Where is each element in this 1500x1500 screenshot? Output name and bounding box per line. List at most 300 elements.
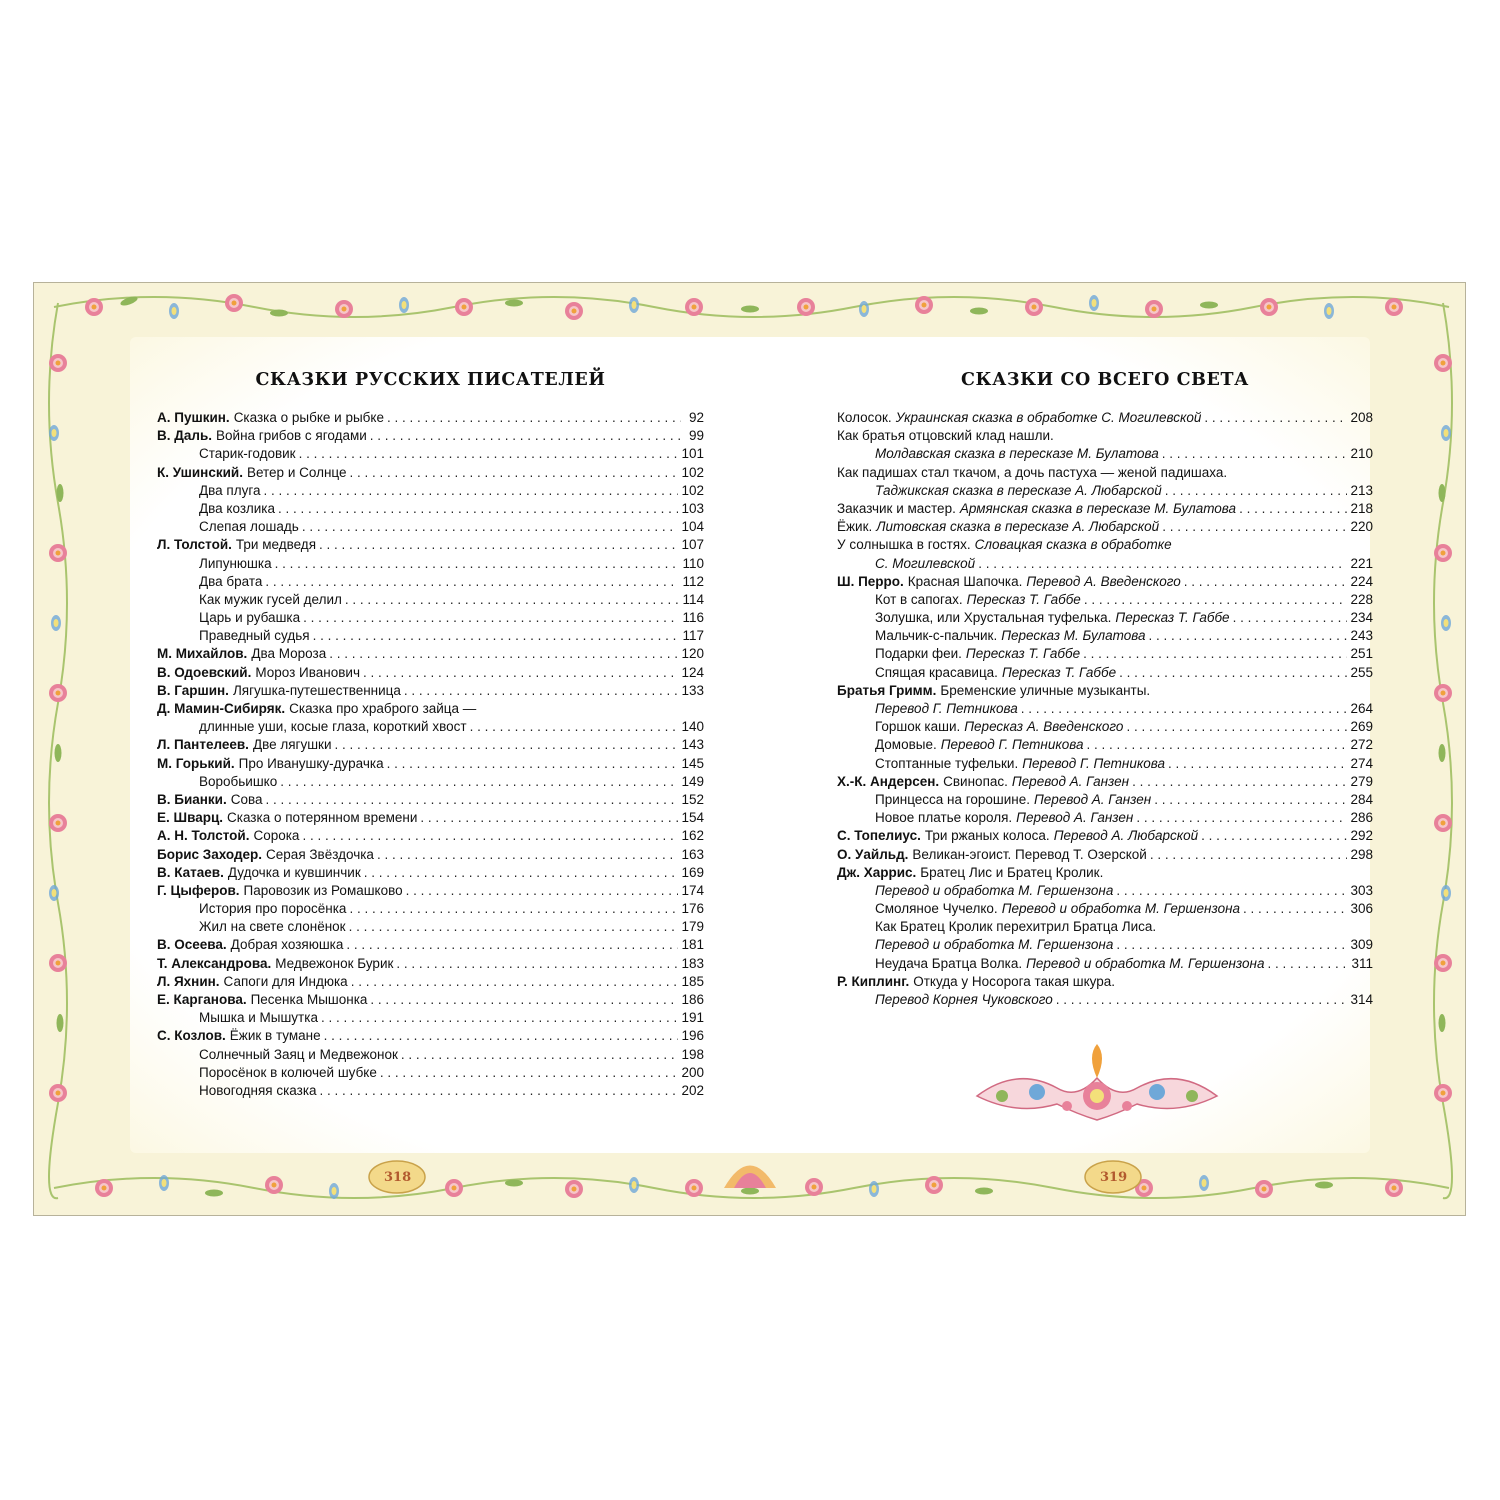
- toc-page-number: 120: [681, 646, 704, 662]
- toc-title: Как братья отцовский клад нашли.: [837, 428, 1054, 444]
- toc-author: Д. Мамин-Сибиряк.: [157, 701, 286, 716]
- toc-author: В. Осеева.: [157, 937, 227, 953]
- toc-author: В. Бианки.: [157, 791, 227, 807]
- toc-page-number: 133: [681, 682, 704, 698]
- dot-leader: [364, 864, 679, 882]
- toc-page-number: 149: [681, 773, 704, 789]
- toc-translation-note: Перевод А. Ганзен: [1034, 791, 1152, 807]
- dot-leader: [1150, 846, 1348, 864]
- toc-title: длинные уши, косые глаза, короткий хвост: [199, 719, 467, 735]
- toc-page-number: 99: [688, 428, 704, 444]
- toc-translation-note: Пересказ М. Булатова: [1001, 628, 1146, 644]
- dot-leader: [1136, 809, 1347, 827]
- dot-leader: [319, 536, 678, 554]
- toc-title: Домовые.: [875, 737, 937, 753]
- dot-leader: [1267, 955, 1348, 973]
- toc-page-number: 154: [681, 810, 704, 826]
- dot-leader: [470, 718, 679, 736]
- toc-page-number: 176: [681, 901, 704, 917]
- toc-entry: [837, 918, 1373, 936]
- toc-title: Сказка про храброго зайца —: [289, 701, 477, 716]
- toc-entry: [157, 700, 704, 718]
- toc-page-number: 292: [1350, 828, 1373, 844]
- toc-title: Горшок каши.: [875, 719, 961, 735]
- toc-title: Подарки феи.: [875, 646, 962, 662]
- toc-translation-note: Словацкая сказка в обработке: [974, 537, 1172, 553]
- dot-leader: [346, 936, 678, 954]
- toc-page-number: 163: [681, 846, 704, 862]
- dot-leader: [1184, 573, 1348, 591]
- toc-translation-note: Украинская сказка в обработке С. Могилевской: [895, 410, 1202, 425]
- right-toc-list: [837, 409, 1373, 1009]
- toc-title: Золушка, или Хрустальная туфелька.: [875, 610, 1112, 626]
- toc-entry: [157, 936, 704, 954]
- toc-translation-note: Пересказ Т. Габбе: [965, 646, 1081, 662]
- left-page: [157, 369, 704, 1100]
- toc-title: Добрая хозяюшка: [230, 937, 344, 953]
- toc-entry: [837, 536, 1373, 554]
- toc-entry: [157, 591, 704, 609]
- toc-title: Ветер и Солнце: [246, 464, 347, 480]
- toc-translation-note: С. Могилевской: [875, 555, 976, 571]
- toc-entry: [157, 846, 704, 864]
- toc-page-number: 314: [1350, 992, 1373, 1007]
- toc-page-number: 210: [1350, 446, 1373, 462]
- dot-leader: [299, 445, 679, 463]
- toc-page-number: 306: [1350, 901, 1373, 917]
- toc-page-number: 198: [681, 1046, 704, 1062]
- toc-page-number: 269: [1350, 719, 1373, 735]
- toc-page-number: 286: [1350, 810, 1373, 826]
- toc-entry: [837, 664, 1373, 682]
- toc-entry: [837, 573, 1373, 591]
- toc-translation-note: Перевод и обработка М. Гершензона: [1026, 955, 1265, 971]
- toc-entry: [837, 827, 1373, 845]
- toc-page-number: 183: [681, 955, 704, 971]
- toc-title: Новогодняя сказка: [199, 1082, 317, 1098]
- toc-entry: [157, 1064, 704, 1082]
- dot-leader: [1162, 518, 1347, 536]
- toc-title: У солнышка в гостях.: [837, 537, 971, 553]
- toc-translation-note: Пересказ Т. Габбе: [966, 591, 1081, 607]
- toc-page-number: 251: [1350, 646, 1373, 662]
- toc-author: Ш. Перро.: [837, 573, 904, 589]
- toc-translation-note: Перевод А. Ганзен: [1011, 773, 1130, 789]
- toc-title: Мальчик-с-пальчик.: [875, 628, 998, 644]
- toc-page-number: 218: [1350, 500, 1373, 516]
- toc-page-number: 202: [681, 1082, 704, 1098]
- toc-page-number: 107: [681, 537, 704, 553]
- toc-title: Как Братец Кролик перехитрил Братца Лиса.: [875, 919, 1157, 935]
- toc-title: Лягушка-путешественница: [232, 682, 401, 698]
- toc-title: Мышка и Мышутка: [199, 1010, 318, 1026]
- dot-leader: [266, 791, 679, 809]
- toc-page-number: 208: [1350, 410, 1373, 425]
- toc-title: Поросёнок в колючей шубке: [199, 1064, 377, 1080]
- dot-leader: [321, 1009, 679, 1027]
- toc-entry: [837, 682, 1373, 700]
- toc-title: Две лягушки: [252, 737, 332, 753]
- dot-leader: [280, 773, 678, 791]
- dot-leader: [363, 664, 678, 682]
- right-page-title: СКАЗКИ СО ВСЕГО СВЕТА: [961, 370, 1249, 390]
- dot-leader: [404, 682, 679, 700]
- dot-leader: [345, 591, 680, 609]
- toc-page-number: 272: [1350, 737, 1373, 753]
- toc-title: Колосок.: [837, 410, 892, 425]
- toc-translation-note: Пересказ Т. Габбе: [1115, 610, 1230, 626]
- dot-leader: [275, 555, 680, 573]
- toc-title: Солнечный Заяц и Медвежонок: [199, 1046, 398, 1062]
- toc-page-number: 179: [681, 919, 704, 935]
- toc-title: Как падишах стал ткачом, а дочь пастуха — женой падишаха.: [837, 464, 1228, 480]
- toc-title: Сова: [230, 791, 263, 807]
- toc-translation-note: Перевод Г. Петникова: [875, 701, 1018, 716]
- toc-author: Л. Пантелеев.: [157, 737, 249, 753]
- dot-leader: [377, 846, 679, 864]
- toc-title: Серая Звёздочка: [266, 846, 374, 862]
- toc-page-number: 274: [1350, 755, 1373, 771]
- toc-page-number: 255: [1350, 664, 1373, 680]
- toc-author: Л. Яхнин.: [157, 973, 220, 989]
- toc-title: Старик-годовик: [199, 446, 296, 462]
- toc-page-number: 103: [681, 500, 704, 516]
- toc-entry: [157, 536, 704, 554]
- toc-translation-note: Перевод и обработка М. Гершензона: [875, 882, 1114, 898]
- toc-page-number: 162: [681, 828, 704, 844]
- toc-entry: [157, 882, 704, 900]
- dot-leader: [1154, 791, 1347, 809]
- toc-title: Сапоги для Индюка: [223, 973, 348, 989]
- toc-author: Р. Киплинг.: [837, 973, 910, 989]
- toc-entry: [837, 900, 1373, 918]
- dot-leader: [1239, 500, 1347, 518]
- dot-leader: [349, 918, 679, 936]
- toc-title: Новое платье короля.: [875, 810, 1013, 826]
- toc-author: Е. Шварц.: [157, 810, 223, 826]
- dot-leader: [264, 482, 679, 500]
- toc-title: Два брата: [199, 573, 263, 589]
- dot-leader: [1084, 591, 1348, 609]
- toc-entry: [837, 464, 1373, 482]
- dot-leader: [1201, 827, 1347, 845]
- dot-leader: [351, 973, 679, 991]
- toc-title: Сказка о рыбке и рыбке: [233, 410, 384, 425]
- toc-title: Спящая красавица.: [875, 664, 998, 680]
- toc-translation-note: Пересказ А. Введенского: [964, 719, 1124, 735]
- toc-page-number: 102: [681, 482, 704, 498]
- toc-translation-note: Перевод Г. Петникова: [1022, 755, 1165, 771]
- toc-page-number: 191: [681, 1010, 704, 1026]
- toc-entry: [157, 573, 704, 591]
- dot-leader: [320, 1082, 679, 1100]
- toc-page-number: 116: [682, 610, 704, 626]
- toc-page-number: 110: [682, 555, 704, 571]
- toc-entry: [157, 809, 704, 827]
- toc-title: Воробьишко: [199, 773, 278, 789]
- toc-translation-note: Перевод А. Ганзен: [1016, 810, 1134, 826]
- toc-translation-note: Перевод Корнея Чуковского: [875, 992, 1053, 1007]
- toc-page-number: 92: [688, 410, 704, 425]
- toc-page-number: 186: [681, 992, 704, 1007]
- dot-leader: [329, 645, 678, 663]
- toc-title: Медвежонок Бурик: [275, 955, 394, 971]
- dot-leader: [387, 409, 681, 427]
- left-toc-list: [157, 409, 704, 1100]
- toc-translation-note: Перевод А. Введенского: [1026, 573, 1181, 589]
- dot-leader: [387, 755, 679, 773]
- toc-author: М. Горький.: [157, 755, 235, 771]
- dot-leader: [1083, 645, 1347, 663]
- toc-entry: [157, 1046, 704, 1064]
- toc-author: В. Одоевский.: [157, 664, 252, 680]
- toc-entry: [157, 555, 704, 573]
- toc-entry: [837, 736, 1373, 754]
- toc-author: Г. Цыферов.: [157, 882, 240, 898]
- toc-entry: [157, 918, 704, 936]
- toc-author: В. Катаев.: [157, 864, 224, 880]
- toc-author: К. Ушинский.: [157, 464, 243, 480]
- dot-leader: [1021, 700, 1348, 718]
- dot-leader: [1233, 609, 1348, 627]
- toc-title: Откуда у Носорога такая шкура.: [913, 973, 1116, 989]
- toc-author: О. Уайльд.: [837, 846, 909, 862]
- toc-title: История про поросёнка: [199, 901, 347, 917]
- toc-entry: [837, 645, 1373, 663]
- toc-page-number: 174: [681, 882, 704, 898]
- toc-entry: [157, 518, 704, 536]
- toc-page-number: 228: [1350, 591, 1373, 607]
- toc-entry: [837, 955, 1373, 973]
- dot-leader: [1126, 718, 1347, 736]
- toc-title: Про Иванушку-дурачка: [238, 755, 384, 771]
- toc-entry: [837, 718, 1373, 736]
- toc-author: В. Даль.: [157, 428, 213, 444]
- toc-page-number: 234: [1350, 610, 1373, 626]
- toc-page-number: 303: [1350, 882, 1373, 898]
- toc-author: Л. Толстой.: [157, 537, 232, 553]
- toc-translation-note: Литовская сказка в пересказе А. Любарской: [876, 519, 1160, 535]
- toc-entry: [157, 973, 704, 991]
- toc-author: А. Н. Толстой.: [157, 828, 250, 844]
- toc-entry: [837, 518, 1373, 536]
- toc-page-number: 112: [682, 573, 704, 589]
- toc-entry: [157, 791, 704, 809]
- toc-entry: [157, 955, 704, 973]
- dot-leader: [401, 1046, 679, 1064]
- toc-entry: [157, 1027, 704, 1045]
- toc-entry: [157, 736, 704, 754]
- dot-leader: [1204, 409, 1347, 427]
- toc-author: В. Гаршин.: [157, 682, 229, 698]
- dot-leader: [303, 609, 679, 627]
- toc-entry: [157, 718, 704, 736]
- toc-page-number: 196: [681, 1028, 704, 1044]
- toc-entry: [157, 464, 704, 482]
- toc-translation-note: Перевод и обработка М. Гершензона: [1001, 901, 1241, 917]
- left-page-title: СКАЗКИ РУССКИХ ПИСАТЕЛЕЙ: [255, 370, 606, 390]
- dot-leader: [406, 882, 679, 900]
- dot-leader: [302, 518, 679, 536]
- dot-leader: [1056, 991, 1348, 1009]
- dot-leader: [1168, 755, 1348, 773]
- toc-page-number: 309: [1350, 937, 1373, 953]
- toc-entry: [157, 645, 704, 663]
- toc-title: Мороз Иванович: [255, 664, 360, 680]
- toc-translation-note: Перевод Г. Петникова: [940, 737, 1084, 753]
- dot-leader: [278, 500, 678, 518]
- toc-title: Неудача Братца Волка.: [875, 955, 1023, 971]
- toc-page-number: 101: [681, 446, 704, 462]
- dot-leader: [324, 1027, 679, 1045]
- toc-title: Два Мороза: [251, 646, 327, 662]
- toc-page-number: 169: [681, 864, 704, 880]
- toc-page-number: 181: [681, 937, 704, 953]
- toc-author: Х.-К. Андерсен.: [837, 773, 940, 789]
- toc-title: Два козлика: [199, 500, 276, 516]
- toc-author: Дж. Харрис.: [837, 864, 917, 880]
- toc-title: Свинопас.: [943, 773, 1008, 789]
- toc-entry: [837, 882, 1373, 900]
- toc-title: Дудочка и кувшинчик: [227, 864, 361, 880]
- dot-leader: [380, 1064, 679, 1082]
- toc-entry: [837, 427, 1373, 445]
- left-page-number: 318: [384, 1170, 412, 1185]
- toc-title: Липунюшка: [199, 555, 272, 571]
- toc-title: Сказка о потерянном времени: [227, 810, 418, 826]
- toc-page-number: 140: [681, 719, 704, 735]
- toc-entry: [837, 791, 1373, 809]
- dot-leader: [1116, 882, 1347, 900]
- toc-author: Е. Карганова.: [157, 992, 247, 1007]
- toc-entry: [837, 809, 1373, 827]
- toc-page-number: 264: [1350, 701, 1373, 716]
- toc-author: Борис Заходер.: [157, 846, 263, 862]
- toc-translation-note: Пересказ Т. Габбе: [1001, 664, 1117, 680]
- toc-entry: [157, 1082, 704, 1100]
- dot-leader: [420, 809, 678, 827]
- dot-leader: [265, 573, 679, 591]
- book-spread: [33, 282, 1466, 1216]
- toc-entry: [157, 409, 704, 427]
- toc-entry: [157, 991, 704, 1009]
- toc-title: Принцесса на горошине.: [875, 791, 1031, 807]
- toc-page-number: 298: [1350, 846, 1373, 862]
- dot-leader: [1116, 936, 1347, 954]
- toc-title: Песенка Мышонка: [250, 992, 368, 1007]
- toc-entry: [157, 627, 704, 645]
- toc-title: Сорока: [253, 828, 300, 844]
- toc-author: С. Козлов.: [157, 1028, 226, 1044]
- toc-page-number: 102: [681, 464, 704, 480]
- toc-entry: [837, 755, 1373, 773]
- toc-page-number: 104: [681, 519, 704, 535]
- toc-entry: [837, 773, 1373, 791]
- toc-entry: [157, 900, 704, 918]
- toc-title: Слепая лошадь: [199, 519, 299, 535]
- toc-page-number: 200: [681, 1064, 704, 1080]
- toc-title: Два плуга: [199, 482, 261, 498]
- toc-page-number: 124: [681, 664, 704, 680]
- toc-entry: [837, 627, 1373, 645]
- toc-title: Кот в сапогах.: [875, 591, 963, 607]
- toc-page-number: 221: [1350, 555, 1373, 571]
- toc-entry: [157, 664, 704, 682]
- toc-entry: [837, 500, 1373, 518]
- toc-entry: [837, 700, 1373, 718]
- toc-entry: [157, 773, 704, 791]
- toc-entry: [157, 427, 704, 445]
- toc-entry: [157, 482, 704, 500]
- toc-page-number: 152: [681, 791, 704, 807]
- toc-entry: [837, 409, 1373, 427]
- toc-page-number: 243: [1350, 628, 1373, 644]
- dot-leader: [370, 427, 681, 445]
- toc-title: Стоптанные туфельки.: [875, 755, 1019, 771]
- toc-title: Война грибов с ягодами: [216, 428, 367, 444]
- dot-leader: [396, 955, 678, 973]
- toc-title: Как мужик гусей делил: [199, 591, 342, 607]
- toc-title: Три ржаных колоса.: [924, 828, 1050, 844]
- dot-leader: [1243, 900, 1347, 918]
- toc-page-number: 145: [681, 755, 704, 771]
- toc-entry: [837, 864, 1373, 882]
- toc-title: Смоляное Чучелко.: [875, 901, 998, 917]
- dot-leader: [1119, 664, 1347, 682]
- toc-entry: [157, 864, 704, 882]
- toc-page-number: 220: [1350, 519, 1373, 535]
- toc-page-number: 185: [681, 973, 704, 989]
- toc-author: А. Пушкин.: [157, 410, 230, 425]
- toc-title: Братец Лис и Братец Кролик.: [920, 864, 1104, 880]
- toc-entry: [157, 755, 704, 773]
- toc-entry: [837, 973, 1373, 991]
- toc-translation-note: Молдавская сказка в пересказе М. Булатова: [875, 446, 1159, 462]
- dot-leader: [978, 555, 1347, 573]
- toc-title: Паровозик из Ромашково: [243, 882, 403, 898]
- toc-author: С. Топелиус.: [837, 828, 921, 844]
- dot-leader: [1149, 627, 1348, 645]
- toc-entry: [837, 846, 1373, 864]
- toc-page-number: 224: [1350, 573, 1373, 589]
- dot-leader: [335, 736, 679, 754]
- toc-entry: [837, 609, 1373, 627]
- toc-entry: [157, 682, 704, 700]
- toc-page-number: 213: [1350, 482, 1373, 498]
- toc-entry: [837, 555, 1373, 573]
- toc-title: Заказчик и мастер.: [837, 500, 956, 516]
- dot-leader: [1132, 773, 1347, 791]
- toc-translation-note: Перевод и обработка М. Гершензона: [875, 937, 1114, 953]
- toc-entry: [837, 936, 1373, 954]
- toc-entry: [157, 500, 704, 518]
- toc-page-number: 279: [1350, 773, 1373, 789]
- toc-page-number: 311: [1351, 955, 1373, 971]
- toc-translation-note: Армянская сказка в пересказе М. Булатова: [959, 500, 1237, 516]
- dot-leader: [1162, 445, 1348, 463]
- right-page-number: 319: [1100, 1170, 1128, 1185]
- toc-title: Красная Шапочка.: [907, 573, 1023, 589]
- toc-entry: [157, 445, 704, 463]
- dot-leader: [313, 627, 680, 645]
- toc-author: Братья Гримм.: [837, 682, 937, 698]
- toc-entry: [157, 827, 704, 845]
- dot-leader: [1165, 482, 1348, 500]
- dot-leader: [349, 900, 678, 918]
- toc-page-number: 284: [1350, 791, 1373, 807]
- right-page: [837, 369, 1373, 1009]
- dot-leader: [1086, 736, 1347, 754]
